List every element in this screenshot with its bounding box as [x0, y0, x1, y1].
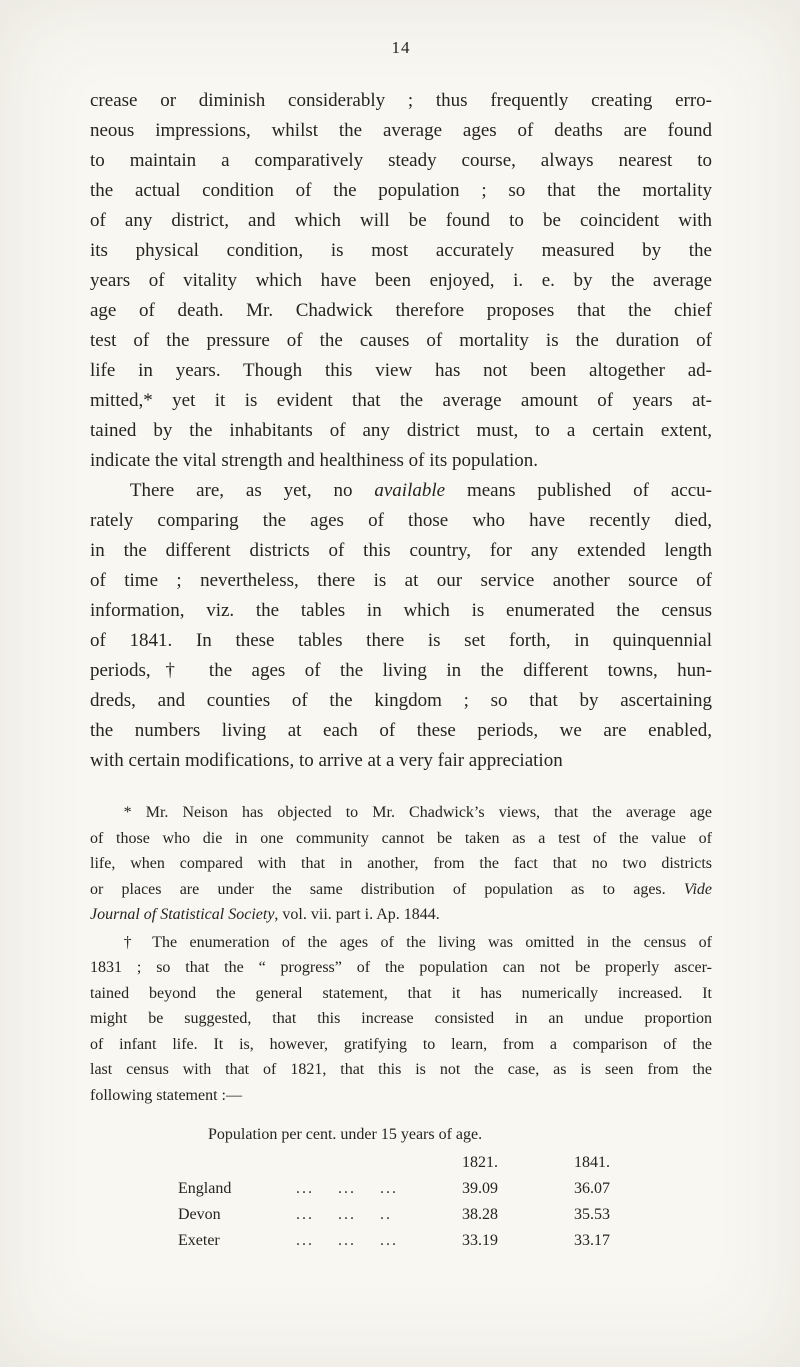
text-line: neous impressions, whilst the average ages of deaths are found	[90, 120, 712, 141]
column-header-1821: 1821.	[462, 1154, 498, 1171]
leader-dots: ... ... ..	[296, 1206, 392, 1223]
text-line: to maintain a comparatively steady course, always nearest to	[90, 150, 712, 171]
text-segment: , vol. vii. part i. Ap. 1844.	[274, 906, 440, 923]
text-line: following statement :—	[90, 1086, 242, 1104]
text-line: periods,† the ages of the living in the different towns, hun-	[90, 660, 712, 681]
footnote-dagger	[90, 930, 712, 1109]
footnote-asterisk	[90, 800, 712, 928]
text-line: indicate the vital strength and healthiness of its population.	[90, 450, 538, 471]
text-line: the actual condition of the population ; so that the mortality	[90, 180, 712, 201]
text-segment: or places are under the same distribution of population as to ages.	[90, 880, 684, 898]
text-line: life in years. Though this view has not been altogether ad-	[90, 360, 712, 381]
text-line: years of vitality which have been enjoyed, i. e. by the average	[90, 270, 712, 291]
text-segment: means published of accu-	[445, 480, 712, 501]
text-line: of time ; nevertheless, there is at our service another source of	[90, 570, 712, 591]
text-line: its physical condition, is most accurately measured by the	[90, 240, 712, 261]
text-line: rately comparing the ages of those who have recently died,	[90, 510, 712, 531]
value-1821: 39.09	[462, 1180, 498, 1197]
text-line: of any district, and which will be found to be coincident with	[90, 210, 712, 231]
text-line: of those who die in one community cannot be taken as a test of the value of	[90, 829, 712, 847]
value-1821: 38.28	[462, 1206, 498, 1223]
text-line: information, viz. the tables in which is enumerated the census	[90, 600, 712, 621]
text-line: with certain modifications, to arrive at a very fair appreciation	[90, 750, 563, 771]
text-line: tained by the inhabitants of any district must, to a certain extent,	[90, 420, 712, 441]
value-1841: 35.53	[574, 1206, 610, 1223]
text-line	[90, 902, 712, 928]
text-line: of 1841. In these tables there is set forth, in quinquennial	[90, 630, 712, 651]
header-spacer	[296, 1150, 454, 1176]
table-title: Population per cent. under 15 years of age.	[208, 1126, 483, 1143]
italic-text: Vide	[683, 880, 712, 898]
row-label: England	[178, 1180, 232, 1197]
text-line	[90, 877, 712, 903]
text-line: 1831 ; so that the “ progress” of the population can not be properly ascer-	[90, 959, 712, 976]
column-header-1841: 1841.	[574, 1154, 610, 1171]
text-line: might be suggested, that this increase consisted in an undue proportion	[90, 1010, 712, 1027]
text-line: age of death. Mr. Chadwick therefore proposes that the chief	[90, 300, 712, 321]
text-line	[90, 476, 712, 506]
italic-text: available	[374, 480, 446, 501]
text-line: of infant life. It is, however, gratifying to learn, from a comparison of the	[90, 1035, 712, 1053]
text-line: tained beyond the general statement, that it has numerically increased. It	[90, 984, 712, 1002]
value-1821: 33.19	[462, 1232, 498, 1249]
text-line: † The enumeration of the ages of the living was omitted in the census of	[123, 933, 712, 951]
page-number: 14	[391, 38, 411, 57]
text-segment: There are, as yet, no	[129, 480, 375, 501]
table-row	[178, 1202, 700, 1228]
footnotes-section	[90, 800, 712, 1254]
row-label: Exeter	[178, 1232, 220, 1249]
row-label: Devon	[178, 1206, 221, 1223]
main-text	[90, 86, 712, 776]
text-line: test of the pressure of the causes of mortality is the duration of	[90, 330, 712, 351]
paragraph-continuation	[90, 86, 712, 476]
table-row	[178, 1176, 700, 1202]
text-line: life, when compared with that in another, from the fact that no two districts	[90, 855, 712, 872]
table-row	[178, 1228, 700, 1254]
text-line: the numbers living at each of these periods, we are enabled,	[90, 720, 712, 741]
text-line: crease or diminish considerably ; thus frequently creating erro-	[90, 90, 712, 111]
statistics-table	[178, 1122, 700, 1254]
text-line: in the different districts of this country, for any extended length	[90, 540, 712, 561]
text-line: * Mr. Neison has objected to Mr. Chadwick’s views, that the average age	[123, 804, 712, 821]
text-line: mitted,* yet it is evident that the average amount of years at-	[90, 390, 712, 411]
value-1841: 33.17	[574, 1232, 610, 1249]
text-line: dreds, and counties of the kingdom ; so that by ascertaining	[90, 690, 712, 711]
leader-dots: ... ... ...	[296, 1180, 398, 1197]
text-line: last census with that of 1821, that this is not the case, as is seen from the	[90, 1061, 712, 1078]
table-header-row	[178, 1150, 700, 1176]
paragraph-second	[90, 476, 712, 776]
value-1841: 36.07	[574, 1180, 610, 1197]
italic-text: Journal of Statistical Society	[90, 906, 275, 923]
leader-dots: ... ... ...	[296, 1232, 398, 1249]
header-spacer	[178, 1150, 296, 1176]
